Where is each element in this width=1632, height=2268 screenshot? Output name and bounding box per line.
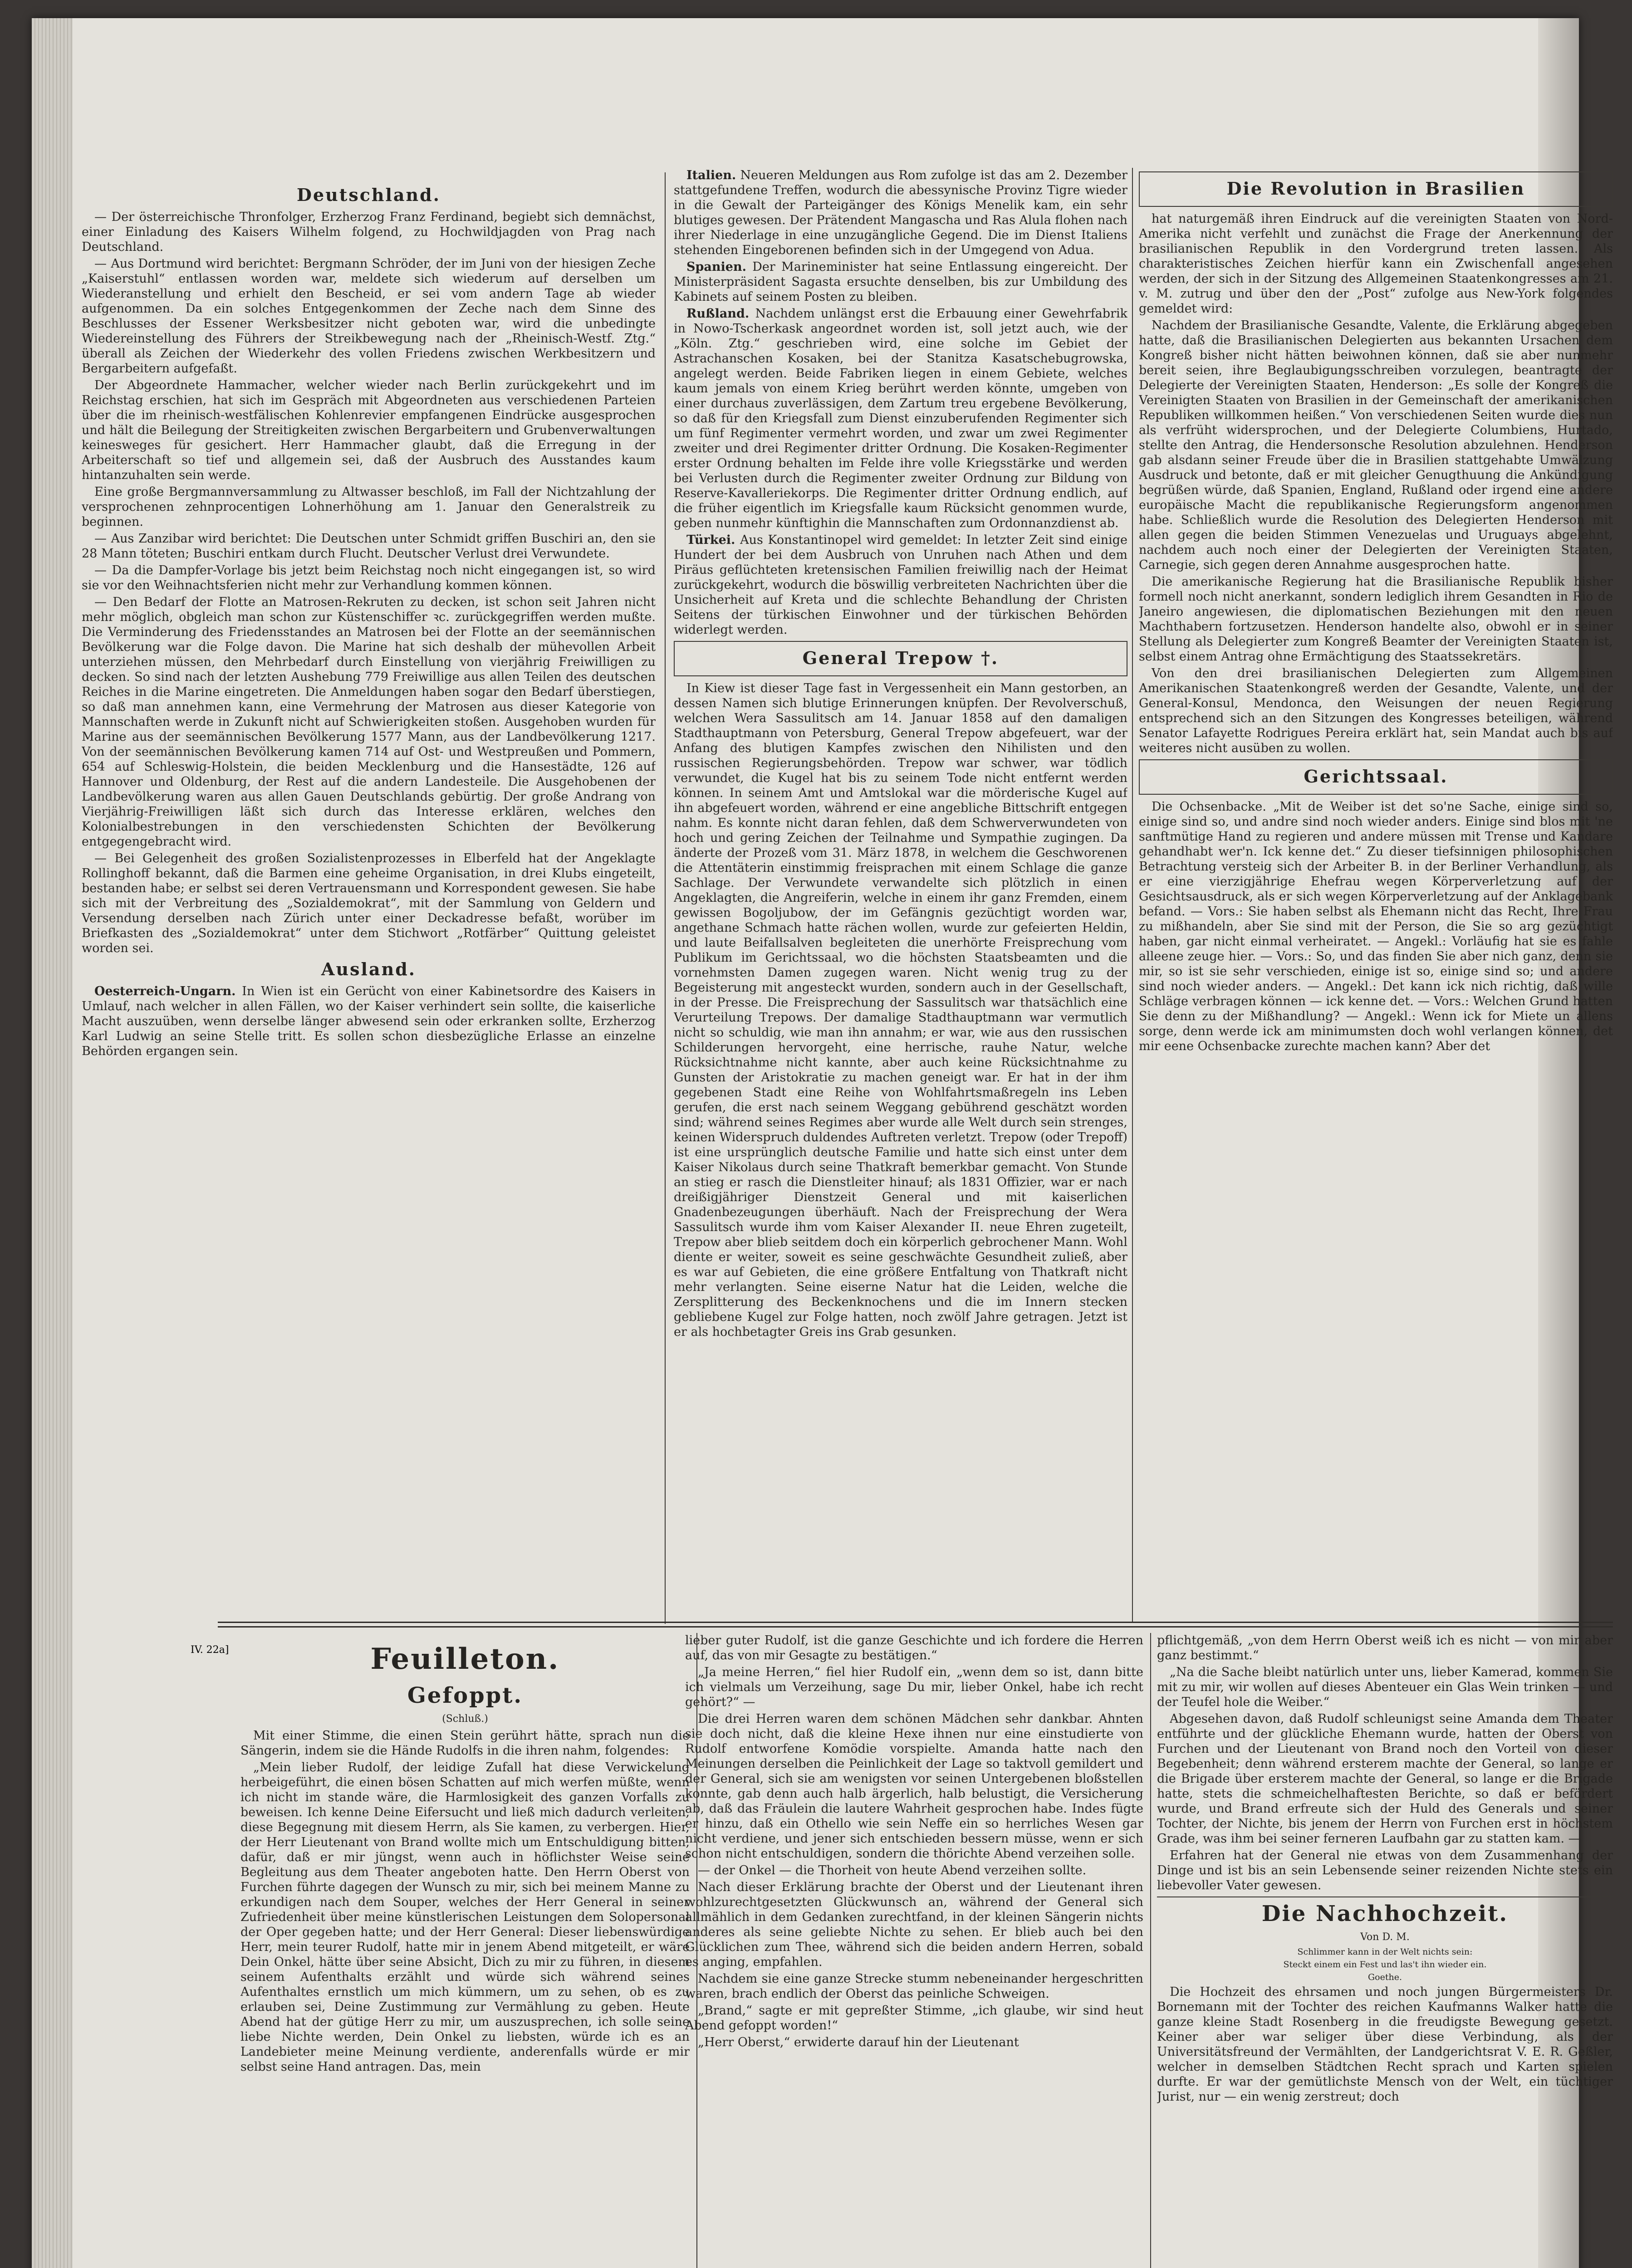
paragraph: Nach dieser Erklärung brachte der Oberst und der Lieutenant ihren wohlzurechtgesetzten Glückwunsch an, während der General sich allmählich in dem Gedanken zurechtfand, in der kleinen Sängerin nichts anderes als seine geliebte Nichte zu sehen. Er blieb auch bei den Glücklichen zum Thee, während sich die beiden andern Herren, sobald es anging, empfahlen.	[685, 1880, 1143, 1969]
paragraph: Italien. Neueren Meldungen aus Rom zufolge ist das am 2. Dezember stattgefundene Treffen, wodurch die abessynische Provinz Tigre wieder in die Gewalt der Parteigänger des Königs Menelik kam, ein sehr blutiges gewesen. Der Prätendent Mangascha und Ras Alula flohen nach ihrer Niederlage in eine unzugängliche Gegend. Die im Dienst Italiens stehenden Eingeborenen befinden sich in der Umgegend von Adua.	[674, 168, 1127, 257]
section-title-brasilien: Die Revolution in Brasilien	[1226, 178, 1525, 199]
paragraph: Die amerikanische Regierung hat die Brasilianische Republik bisher formell noch nicht anerkannt, sondern lediglich ihrem Gesandten in Rio de Janeiro angewiesen, die diplomatischen Beziehungen mit den neuen Machthabern fortzusetzen. Henderson handelte also, obwohl er in seiner Stellung als Delegierter zum Kongreß Beamter der Vereinigten Staaten ist, selbst einem Antrag ohne Ermächtigung des Staatssekretärs.	[1139, 575, 1613, 664]
story-author: Von D. M.	[1360, 1931, 1410, 1943]
paragraph: „Herr Oberst,“ erwiderte darauf hin der Lieutenant	[698, 2035, 1019, 2049]
paragraph: — Da die Dampfer-Vorlage bis jetzt beim Reichstag noch nicht eingegangen ist, so wird sie vor den Weihnachtsferien nicht mehr zur Verhandlung kommen können.	[82, 563, 656, 592]
paragraph: — Aus Zanzibar wird berichtet: Die Deutschen unter Schmidt griffen Buschiri an, den sie 28 Mann töteten; Buschiri entkam durch Flucht. Deutscher Verlust drei Verwundete.	[82, 532, 656, 561]
paragraph: hat naturgemäß ihren Eindruck auf die vereinigten Staaten von Nord-Amerika nicht verfehlt und zunächst die Frage der Anerkennung der brasilianischen Republik in den Vordergrund treten lassen. Als charakteristisches Zeichen hierfür kann ein Zwischenfall angesehen werden, der sich in der Sitzung des Allgemeinen Staatenkongresses am 21. v. M. zutrug und über den der „Post“ zufolge aus New-York folgendes gemeldet wird:	[1139, 212, 1613, 316]
country-lead: Italien.	[686, 168, 736, 182]
section-title-gerichtssaal: Gerichtssaal.	[1304, 766, 1448, 787]
section-title-ausland: Ausland.	[321, 959, 416, 979]
page-stack-edge-left	[32, 18, 73, 2268]
paragraph: „Na die Sache bleibt natürlich unter uns, lieber Kamerad, kommen Sie mit zu mir, wir wollen auf dieses Abenteuer ein Glas Wein trinken — und der Teufel hole die Weiber.“	[1157, 1665, 1613, 1709]
motto-line: Steckt einem ein Fest und las't ihn wieder ein.	[1283, 1960, 1487, 1970]
paragraph: — Der österreichische Thronfolger, Erzherzog Franz Ferdinand, begiebt sich demnächst, einer Einladung des Kaisers Wilhelm folgend, zu Hochwildjagden von Prag nach Deutschland.	[82, 210, 656, 254]
paragraph: Die drei Herren waren dem schönen Mädchen sehr dankbar. Ahnten sie doch nicht, daß die kleine Hexe ihnen nur eine einstudierte von Rudolf entworfene Komödie vorspielte. Amanda hatte nach den Meinungen derselben die Peinlichkeit der Lage so taktvoll gemildert und der General, sich sie am wenigsten vor seinen Untergebenen bloßstellen konnte, gab denn auch halb ärgerlich, halb belustigt, die Versicherung ab, daß das Fräulein die lautere Wahrheit gesprochen habe. Indes fügte er hinzu, daß ein Othello wie sein Neffe ein so herrliches Wesen gar nicht verdiene, und jener sich entschieden bessern müsse, wenn er sich schon nicht entschuldigen, sondern die thörichte Abend verzeihen solle.	[685, 1712, 1143, 1861]
column-rule	[1132, 168, 1133, 1622]
paragraph: Spanien. Der Marineminister hat seine Entlassung eingereicht. Der Ministerpräsident Sagasta ersuchte denselben, bis zur Umbildung des Kabinets auf seinem Posten zu bleiben.	[674, 260, 1127, 304]
paragraph: Erfahren hat der General nie etwas von dem Zusammenhang der Dinge und ist bis an sein Lebensende seiner reizenden Nichte stets ein liebevoller Vater gewesen.	[1157, 1848, 1613, 1892]
column-brasilien	[1139, 168, 1613, 1622]
feuilleton-divider	[218, 1626, 1613, 1628]
paragraph: pflichtgemäß, „von dem Herrn Oberst weiß ich es nicht — von mir aber ganz bestimmt.“	[1157, 1633, 1613, 1662]
newspaper-page	[32, 18, 1613, 2268]
paragraph: In Kiew ist dieser Tage fast in Vergessenheit ein Mann gestorben, an dessen Namen sich blutige Erinnerungen knüpfen. Der Revolverschuß, welchen Wera Sassulitsch am 14. Januar 1858 auf den damaligen Stadthauptmann von Petersburg, General Trepow abgefeuert, war der Anfang des blutigen Kampfes zwischen den Nihilisten und den russischen Regierungsbehörden. Trepow war schwer, war tödlich verwundet, die Kugel hat bis zu seinem Tode nicht entfernt werden können. In seinem Amt und Amtslokal war die mörderische Kugel auf ihn abgefeuert worden, während er eine angebliche Bittschrift entgegen nahm. Es konnte nicht daran fehlen, daß dem Schwerverwundeten von hoch und gering Zeichen der Teilnahme und Sympathie zugingen. Da änderte der Prozeß vom 31. März 1878, in welchem die Geschworenen die Attentäterin einstimmig freisprachen mit einem Schlage die ganze Sachlage. Der Verwundete verwandelte sich plötzlich in einen Angeklagten, die Angreiferin, welche in einem ihr ganz Fremden, einem gewissen Bogoljubow, der im Gefängnis gezüchtigt worden war, angethane Schmach hatte rächen wollen, wurde zur gefeierten Heldin, und laute Beifallsalven begleiteten die unerhörte Freisprechung vom Publikum im Gerichtssaal, wo die höchsten Staatsbeamten und die vornehmsten Damen zugegen waren. Nicht wenig trug zu der Begeisterung mit angesteckt wurden, sondern auch in der Gesellschaft, in der Presse. Die Freisprechung der Sassulitsch war thatsächlich eine Verurteilung Trepows. Der damalige Stadthauptmann war vermutlich nicht so schuldig, wie man ihn annahm; er war, wie aus den russischen Schilderungen hervorgeht, eine herrische, rauhe Natur, welche Rücksichtnahme nicht kannte, aber auch keine Rücksichtnahme zu Gunsten der Aristokratie zu machen geneigt war. Er hat in der ihm gegebenen Stadt eine Reihe von Wohlfahrtsmaßregeln ins Leben gerufen, die erst nach seinem Weggang gebührend geschätzt worden sind; während seines Regimes aber wurde alle Welt durch sein strenges, keinen Widerspruch duldendes Auftreten verletzt. Trepow (oder Trepoff) ist eine ursprünglich deutsche Familie und hatte sich einst unter dem Kaiser Nikolaus durch seine Thatkraft bemerkbar gemacht. Von Stunde an stieg er rasch die Dienstleiter hinauf; als 1831 Offizier, war er nach dreißigjähriger Dienstzeit General und mit kaiserlichen Gnadenbezeugungen überhäuft. Nach der Freisprechung der Wera Sassulitsch wurde ihm vom Kaiser Alexander II. neue Ehren zugeteilt, Trepow aber blieb seitdem doch ein körperlich gebrochener Mann. Wohl diente er weiter, soweit es seine geschwächte Gesundheit zuließ, aber es war auf Gebieten, die eine größere Entfaltung von Thatkraft nicht mehr verlangten. Seine eiserne Natur hat die Leiden, welche die Zersplitterung des Beckenknochens und die im Innern stecken gebliebene Kugel zur Folge hatten, noch zwölf Jahre getragen. Jetzt ist er als hochbetagter Greis ins Grab gesunken.	[674, 681, 1127, 1339]
story-title: Gefoppt.	[407, 1683, 523, 1708]
feuilleton-marker: IV. 22a]	[191, 1644, 229, 1656]
feuilleton-title: Feuilleton.	[370, 1642, 560, 1676]
column-rule	[665, 172, 666, 1624]
country-lead: Türkei.	[686, 533, 735, 547]
section-title-box	[1139, 171, 1613, 207]
paragraph: „Ja meine Herren,“ fiel hier Rudolf ein, „wenn dem so ist, dann bitte ich vielmals um Verzeihung, sage Du mir, lieber Onkel, habe ich recht gehört?“ —	[685, 1665, 1143, 1709]
paragraph: „Brand,“ sagte er mit gepreßter Stimme, „ich glaube, wir sind heut Abend gefoppt worden!“	[685, 2004, 1143, 2033]
paragraph: Die Hochzeit des ehrsamen und noch jungen Bürgermeisters Dr. Bornemann mit der Tochter des reichen Kaufmanns Walker hatte die ganze kleine Stadt Rosenberg in die freudigste Bewegung gesetzt. Keiner aber war seliger über diese Verbindung, als der Universitätsfreund der Vermählten, der Landgerichtsrat V. E. R. Geßler, welcher in demselben Städtchen Recht sprach und Karten spielen durfte. Er war der gemütlichste Mensch von der Welt, ein tüchtiger Jurist, nur — ein wenig zerstreut; doch	[1157, 1985, 1613, 2104]
paragraph: Eine große Bergmannversammlung zu Altwasser beschloß, im Fall der Nichtzahlung der versprochenen zehnprocentigen Lohnerhöhung am 1. Januar den Generalstreik zu beginnen.	[82, 485, 656, 529]
paragraph: Nachdem der Brasilianische Gesandte, Valente, die Erklärung abgegeben hatte, daß die Brasilianischen Delegierten aus bekannten Ursachen dem Kongreß bisher nicht hätten beiwohnen können, daß sie aber nunmehr bereit seien, ihre Beglaubigungsschreiben vorzulegen, beantragte der Delegierte der Vereinigten Staaten, Henderson: „Es solle der Kongreß die Vereinigten Staaten von Brasilien in der Gemeinschaft der amerikanischen Republiken willkommen heißen.“ Von verschiedenen Seiten wurde dies nun als verfrüht widersprochen, und der Delegierte Columbiens, Hurtado, stellte den Antrag, die Hendersonsche Resolution abzulehnen. Henderson gab alsdann seiner Freude über die in Brasilien stattgehabte Umwälzung Ausdruck und betonte, daß er mit gleicher Genugthuung die Ankündigung begrüßen würde, daß Spanien, England, Rußland oder irgend eine andere europäische Macht die republikanische Regierungsform angenommen habe. Schließlich wurde die Resolution des Delegierten Henderson mit allen gegen die beiden Stimmen Venezuelas und Uruguays abgelehnt, nachdem auch noch einer der Delegierten der Vereinigten Staaten, Carnegie, sich gegen deren Annahme ausgesprochen hatte.	[1139, 318, 1613, 572]
column-feuilleton-3	[1157, 1633, 1613, 2268]
country-lead: Spanien.	[686, 260, 746, 274]
feuilleton-divider	[218, 1622, 1613, 1623]
paragraph: „Mein lieber Rudolf, der leidige Zufall hat diese Verwickelung herbeigeführt, die einen bösen Schatten auf mich werfen müßte, wenn ich nicht im stande wäre, die Harmlosigkeit des ganzen Vorfalls zu beweisen. Ich kenne Deine Eifersucht und ließ mich dadurch verleiten, diese Begegnung mit diesem Herrn, als Sie kamen, zu verbergen. Hier, der Herr Lieutenant von Brand wollte mich um Entschuldigung bitten, dafür, daß er mir jüngst, wenn auch in höflichster Weise seine Begleitung aus dem Theater angeboten hatte. Den Herrn Oberst von Furchen führte dagegen der Wunsch zu mir, sich bei meinem Manne zu erkundigen nach dem Souper, welches der Herr General in seiner Zufriedenheit über meine künstlerischen Leistungen dem Solopersonal der Oper gegeben hatte; und der Herr General: Dieser liebenswürdige Herr, mein teurer Rudolf, hatte mir in jenem Abend mitgeteilt, er wäre Dein Onkel, hätte über seine Absicht, Dich zu mir zu führen, in diesem seinem Aufenthalts erzählt und würde sich während seines Aufenthaltes ernstlich um mich kümmern, um zu sehen, ob es zu erlauben sei, Deine Zustimmung zur Vermählung zu geben. Heute Abend hat der gütige Herr zu mir, um auszusprechen, ich solle seine liebe Nichte werden, Dein Onkel zu liebsten, würde ich es an Landebieter meine Meinung verdiente, anderenfalls würde er mir selbst seine Hand antragen. Das, mein	[240, 1760, 690, 2074]
column-rule	[1150, 1633, 1151, 2268]
column-deutschland	[82, 181, 656, 1622]
paragraph: Die Ochsenbacke. „Mit de Weiber ist det so'ne Sache, einige sind so, einige sind so, und andre sind noch wieder anders. Einige sind blos mit 'ne sanftmütige Hand zu regieren und andere müssen mit Trense und Kandare gehandhabt wer'n. Ick kenne det.“ Zu dieser tiefsinnigen philosophischen Betrachtung versteig sich der Arbeiter B. in der Berliner Verhandlung, als er eine vierzigjährige Ehefrau wegen Körperverletzung auf der Gesichtsausdruck, als er sich wegen Körperverletzung auf der Anklagebank befand. — Vors.: Sie haben selbst als Ehemann nicht das Recht, Ihre Frau zu mißhandeln, aber Sie sind mit der Person, die Sie so arg gezüchtigt haben, gar nicht einmal verheiratet. — Angekl.: Vorläufig hat sie es fahle alleene zeuge hier. — Vors.: So, und das finden Sie aber nich ganz, denn sie mir, so ist sie sehr verschieden, einige ist so, einige sind so; und andere sind noch wieder anders. — Angekl.: Det kann ick nich richtig, daß wille Schläge verbragen können — ick kenne det. — Vors.: Welchen Grund hatten Sie denn zu der Mißhandlung? — Angekl.: Wenn ick for Miete un allens sorge, denn werde ick am minimumsten doch wohl verlangen können, det mir eene Ochsenbacke zurechte machen kann? Aber det	[1139, 800, 1613, 1053]
country-lead: Rußland.	[686, 307, 750, 321]
section-title-box	[1139, 759, 1613, 795]
paragraph: — der Onkel — die Thorheit von heute Abend verzeihen sollte.	[698, 1863, 1087, 1877]
paragraph: Abgesehen davon, daß Rudolf schleunigst seine Amanda dem Theater entführte und der glückliche Ehemann wurde, hatten der Oberst von Furchen und der Lieutenant von Brand noch den Vorteil von dieser Begebenheit; denn während ersterem machte der General, so lange er die Brigade über ersterem machte der General, so lange er die Brigade hatte, stets die schmeichelhaftesten Berichte, so daß er befördert wurde, und Brand erfreute sich der Huld des Generals und seiner Tochter, der Nichte, bis jenem der Herrn von Furchen erst in höchstem Grade, was ihm bei seiner ferneren Laufbahn gar zu statten kam. —	[1157, 1712, 1613, 1846]
paragraph: Der Abgeordnete Hammacher, welcher wieder nach Berlin zurückgekehrt und im Reichstag erschien, hat sich im Gespräch mit Abgeordneten aus verschiedenen Parteien über die im rheinisch-westfälischen Kohlenrevier empfangenen Eindrücke ausgesprochen und hält die Beilegung der Streitigkeiten zwischen Bergarbeitern und Grubenverwaltungen keinesweges für gesichert. Herr Hammacher glaubt, daß die Erregung in der Arbeiterschaft so tief und allgemein sei, daß der Ausbruch des Ausstandes kaum hintanzuhalten sein werde.	[82, 378, 656, 482]
country-lead: Oesterreich-Ungarn.	[94, 984, 236, 998]
obituary-box	[674, 641, 1127, 676]
motto-line: Schlimmer kann in der Welt nichts sein:	[1297, 1947, 1473, 1957]
paragraph: Nachdem sie eine ganze Strecke stumm nebeneinander hergeschritten waren, brach endlich der Oberst das peinliche Schweigen.	[685, 1972, 1143, 2001]
column-feuilleton-1	[240, 1637, 690, 2268]
paragraph: Türkei. Aus Konstantinopel wird gemeldet: In letzter Zeit sind einige Hundert der bei dem Ausbruch von Unruhen nach Athen und dem Piräus geflüchteten kretensischen Familien freiwillig nach der Heimat zurückgekehrt, wodurch die böswillig verbreiteten Nachrichten über die Unsicherheit auf Kreta und die schlechte Behandlung der Christen Seitens der türkischen Einwohner und der türkischen Behörden widerlegt werden.	[674, 533, 1127, 637]
motto-attribution: Goethe.	[1367, 1972, 1402, 1982]
story-conclusion-note: (Schluß.)	[442, 1713, 488, 1725]
column-feuilleton-2	[685, 1633, 1143, 2268]
paragraph: lieber guter Rudolf, ist die ganze Geschichte und ich fordere die Herren auf, das von mir Gesagte zu bestätigen.“	[685, 1633, 1143, 1662]
paragraph: Mit einer Stimme, die einen Stein gerührt hätte, sprach nun die Sängerin, indem sie die Hände Rudolfs in die ihren nahm, folgendes:	[240, 1729, 690, 1758]
paragraph: — Den Bedarf der Flotte an Matrosen-Rekruten zu decken, ist schon seit Jahren nicht mehr möglich, obgleich man schon zur Küstenschiffer ꝛc. zurückgegriffen werden mußte. Die Verminderung des Friedensstandes an Matrosen bei der Flotte an der seemännischen Bevölkerung war die Folge davon. Die Marine hat sich deshalb der mühevollen Arbeit unterziehen müssen, den Mehrbedarf durch Einstellung von vierjährig Freiwilligen zu decken. So sind nach der letzten Aushebung 779 Freiwillige aus allen Teilen des deutschen Reiches in die Marine eingetreten. Die Anmeldungen haben sogar den Bedarf überstiegen, so daß man annehmen kann, eine Vermehrung der Matrosen aus dieser Kategorie von Mannschaften werde in Zukunft nicht auf Schwierigkeiten stoßen. Ausgehoben wurden für Marine aus der seemännischen Bevölkerung 1577 Mann, aus der Landbevölkerung 1217. Von der seemännischen Bevölkerung kamen 714 auf Ost- und Westpreußen und Pommern, 654 auf Schleswig-Holstein, die beiden Mecklenburg und die Hansestädte, 126 auf Hannover und Oldenburg, der Rest auf die andern Landesteile. Die Ausgehobenen der Landbevölkerung waren aus allen Gauen Deutschlands gebürtig. Der große Andrang von Vierjährig-Freiwilligen läßt sich durch das Interesse erklären, welches den Kolonialbestrebungen in den verschiedensten Schichten der Bevölkerung entgegengebracht wird.	[82, 595, 656, 849]
paragraph: Oesterreich-Ungarn. In Wien ist ein Gerücht von einer Kabinetsordre des Kaisers in Umlauf, nach welcher in allen Fällen, wo der Kaiser verhindert sein sollte, die kaiserliche Macht auszuüben, wenn derselbe länger abwesend sein oder erkranken sollte, Erzherzog Karl Ludwig an seine Stelle tritt. Es sollen schon diesbezügliche Erlasse an einzelne Behörden ergangen sein.	[82, 984, 656, 1058]
paragraph: Von den drei brasilianischen Delegierten zum Allgemeinen Amerikanischen Staatenkongreß werden der Gesandte, Valente, und der General-Konsul, Mendonca, den Weisungen der neuen Regierung entsprechend sich an den Sitzungen des Kongresses beteiligen, während Senator Lafayette Rodrigues Pereira erklärt hat, sein Mandat auch bis auf weiteres nicht ausüben zu wollen.	[1139, 666, 1613, 755]
story-title-nachhochzeit: Die Nachhochzeit.	[1261, 1901, 1509, 1926]
paragraph: — Aus Dortmund wird berichtet: Bergmann Schröder, der im Juni von der hiesigen Zeche „Kaiserstuhl“ entlassen worden war, meldete sich wiederum auf derselben um Wiederanstellung und erhielt den Bescheid, er sei vom andern Tage ab wieder aufgenommen. Da ein solches Entgegenkommen der Zeche nach dem Sinne des Beschlusses der Essener Werksbesitzer nicht geboten war, wird die unbedingte Wiedereinstellung des Führers der Streikbewegung nach der „Rheinisch-Westf. Ztg.“ überall als Zeichen der Wiederkehr des vollen Friedens zwischen Werkbesitzern und Bergarbeitern aufgefaßt.	[82, 257, 656, 376]
section-title-deutschland: Deutschland.	[297, 185, 441, 205]
paragraph: Rußland. Nachdem unlängst erst die Erbauung einer Gewehrfabrik in Nowo-Tscherkask angeordnet worden ist, soll jetzt auch, wie der „Köln. Ztg.“ geschrieben wird, eine solche im Gebiet der Astrachanschen Kosaken, bei der Stanitza Kasatschebugrowska, angelegt werden. Beide Fabriken liegen in einem Gebiete, welches kaum jemals von einem Krieg berührt werden könnte, umgeben von einer durchaus zuverlässigen, dem Zartum treu ergebene Bevölkerung, so daß für den Kriegsfall zum Dienst einzuberufenden Regimenter sich um fünf Regimenter vermehrt worden, und zwar um zwei Regimenter zweiter und drei Regimenter dritter Ordnung. Die Kosaken-Regimenter erster Ordnung behalten im Felde ihre volle Kriegsstärke und werden bei Verlusten durch die Regimenter zweiter Ordnung zur Bildung von Reserve-Kavalleriekorps. Die Regimenter dritter Ordnung endlich, auf die früher eigentlich im Kriegsfalle kaum Rücksicht genommen wurde, geben nunmehr künftighin die Mannschaften zum Ordonnanzdienst ab.	[674, 307, 1127, 530]
section-title-trepow: General Trepow †.	[802, 648, 999, 668]
paragraph: — Bei Gelegenheit des großen Sozialistenprozesses in Elberfeld hat der Angeklagte Rollinghoff bekannt, daß die Barmen eine geheime Organisation, in drei Klubs eingeteilt, bestanden habe; er selbst sei deren Vertrauensmann und Korrespondent gewesen. Sie habe sich mit der Verbreitung des „Sozialdemokrat“, mit der Sammlung von Geldern und Versendung derselben nach Zürich unter einer Deckadresse befaßt, worüber im Briefkasten des „Sozialdemokrat“ unter dem Stichwort „Rotfärber“ Quittung geleistet worden sei.	[82, 851, 656, 955]
column-ausland-news	[674, 168, 1127, 1622]
